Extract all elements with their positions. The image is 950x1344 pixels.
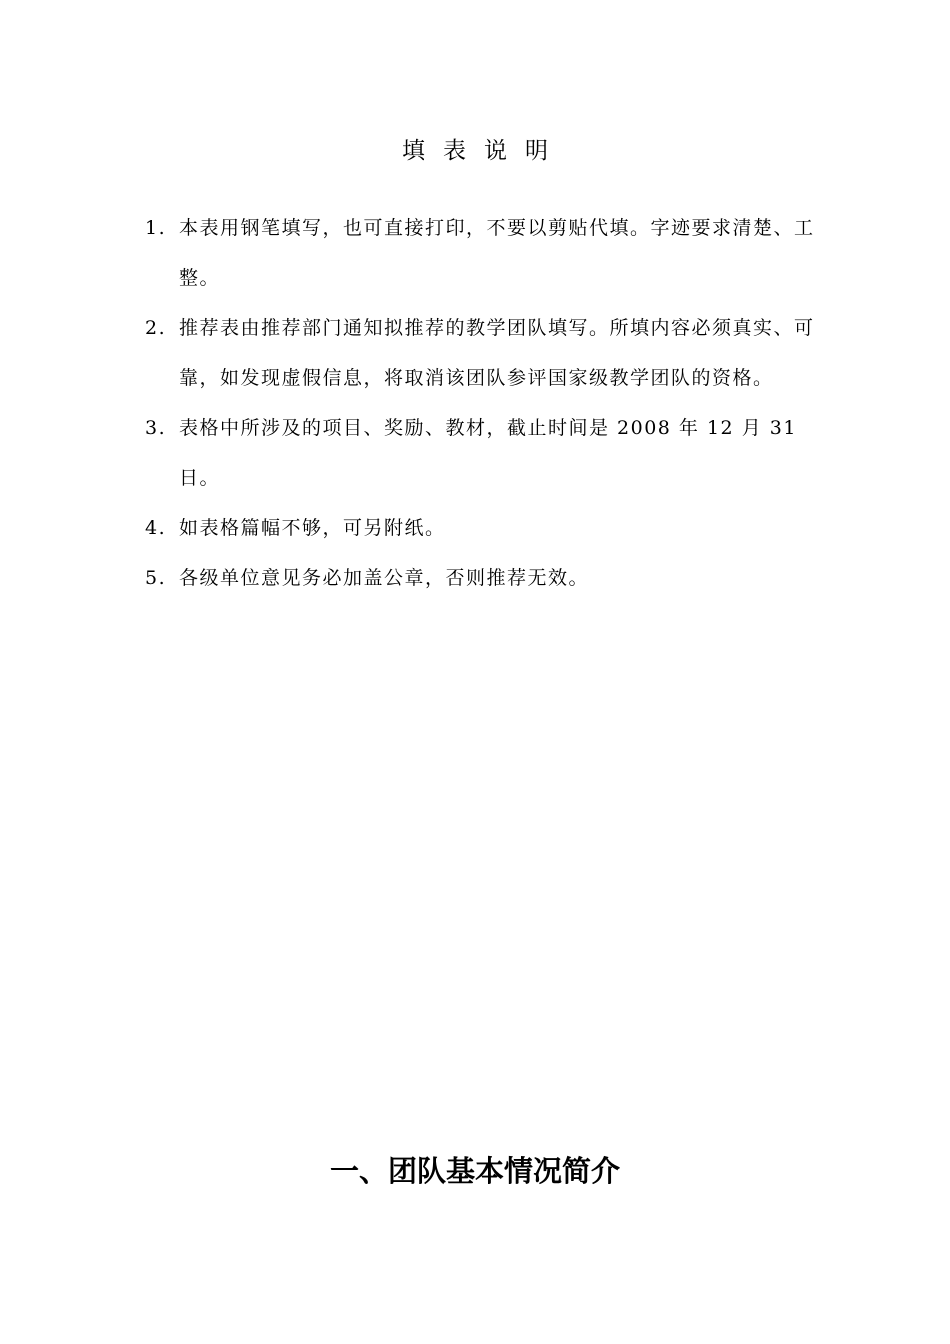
instruction-text: 推荐表由推荐部门通知拟推荐的教学团队填写。所填内容必须真实、可靠，如发现虚假信息，将取消该团队参评国家级教学团队的资格。 xyxy=(179,317,815,389)
instruction-number: 3. xyxy=(145,417,167,439)
instruction-number: 5. xyxy=(145,567,167,589)
instruction-number: 1. xyxy=(145,217,167,239)
instruction-item xyxy=(145,503,825,553)
instruction-text: 表格中所涉及的项目、奖励、教材，截止时间是 2008 年 12 月 31 日。 xyxy=(179,417,797,489)
instruction-item xyxy=(145,403,825,503)
instruction-list xyxy=(145,203,825,603)
instruction-text: 如表格篇幅不够，可另附纸。 xyxy=(179,517,446,539)
page-title: 填表说明 xyxy=(402,138,566,164)
instruction-number: 4. xyxy=(145,517,167,539)
instruction-number: 2. xyxy=(145,317,167,339)
instruction-item xyxy=(145,553,825,603)
instruction-text: 各级单位意见务必加盖公章，否则推荐无效。 xyxy=(179,567,590,589)
section-heading: 一、团队基本情况简介 xyxy=(329,1154,620,1188)
instruction-item xyxy=(145,203,825,303)
instruction-item xyxy=(145,303,825,403)
instruction-text: 本表用钢笔填写，也可直接打印，不要以剪贴代填。字迹要求清楚、工整。 xyxy=(179,217,815,289)
